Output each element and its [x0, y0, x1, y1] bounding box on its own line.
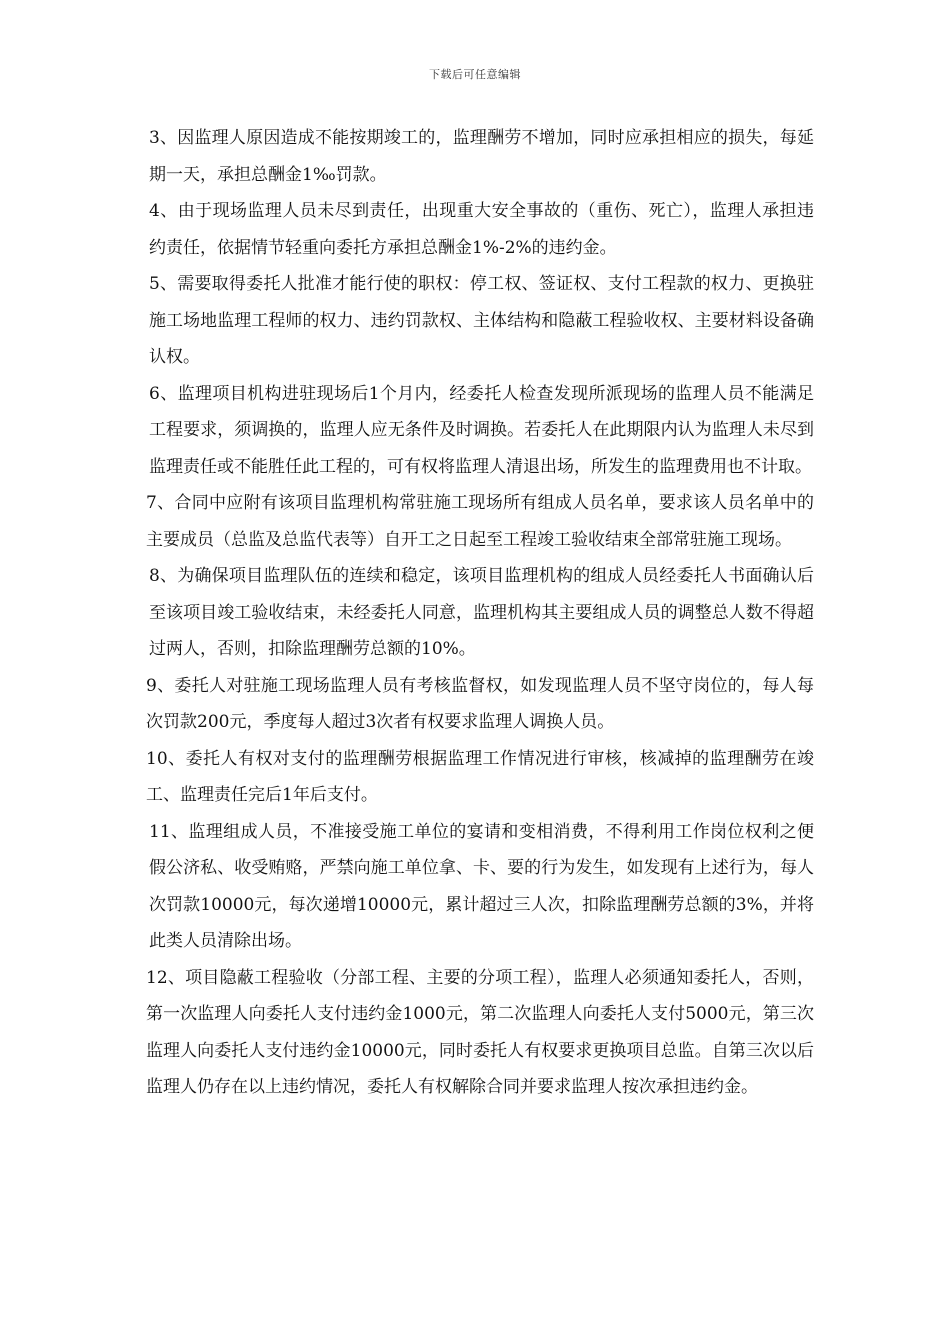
clause-12: 12、项目隐蔽工程验收（分部工程、主要的分项工程），监理人必须通知委托人，否则，第一次监理人向委托人支付违约金1000元，第二次监理人向委托人支付5000元，第三次监理人向委托人支付违约金10000元，同时委托人有权要求更换项目总监。自第三次以后监理人仍存在以上违约情况，委托人有权解除合同并要求监理人按次承担违约金。 — [146, 967, 814, 1097]
clause-11: 11、监理组成人员，不准接受施工单位的宴请和变相消费，不得利用工作岗位权利之便假公济私、收受贿赂，严禁向施工单位拿、卡、要的行为发生，如发现有上述行为，每人次罚款10000元，每次递增10000元，累计超过三人次，扣除监理酬劳总额的3%，并将此类人员清除出场。 — [149, 821, 814, 951]
clause-6: 6、监理项目机构进驻现场后1个月内，经委托人检查发现所派现场的监理人员不能满足工程要求，须调换的，监理人应无条件及时调换。若委托人在此期限内认为监理人未尽到监理责任或不能胜任此工程的，可有权将监理人清退出场，所发生的监理费用也不计取。 — [149, 383, 814, 477]
page-header-text: 下载后可任意编辑 — [429, 68, 521, 81]
clause-4: 4、由于现场监理人员未尽到责任，出现重大安全事故的（重伤、死亡），监理人承担违约责任，依据情节轻重向委托方承担总酬金1%-2%的违约金。 — [149, 201, 814, 258]
clause-7: 7、合同中应附有该项目监理机构常驻施工现场所有组成人员名单，要求该人员名单中的主要成员（总监及总监代表等）自开工之日起至工程竣工验收结束全部常驻施工现场。 — [146, 493, 814, 550]
document-body — [146, 120, 814, 1106]
clause-3: 3、因监理人原因造成不能按期竣工的，监理酬劳不增加，同时应承担相应的损失，每延期一天，承担总酬金1‰罚款。 — [149, 128, 814, 185]
clause-10: 10、委托人有权对支付的监理酬劳根据监理工作情况进行审核，核减掉的监理酬劳在竣工、监理责任完后1年后支付。 — [146, 748, 814, 805]
clause-8: 8、为确保项目监理队伍的连续和稳定，该项目监理机构的组成人员经委托人书面确认后至该项目竣工验收结束，未经委托人同意，监理机构其主要组成人员的调整总人数不得超过两人，否则，扣除监理酬劳总额的10%。 — [149, 566, 814, 659]
clause-9: 9、委托人对驻施工现场监理人员有考核监督权，如发现监理人员不坚守岗位的，每人每次罚款200元，季度每人超过3次者有权要求监理人调换人员。 — [146, 675, 814, 732]
clause-5: 5、需要取得委托人批准才能行使的职权：停工权、签证权、支付工程款的权力、更换驻施工场地监理工程师的权力、违约罚款权、主体结构和隐蔽工程验收权、主要材料设备确认权。 — [149, 274, 814, 367]
